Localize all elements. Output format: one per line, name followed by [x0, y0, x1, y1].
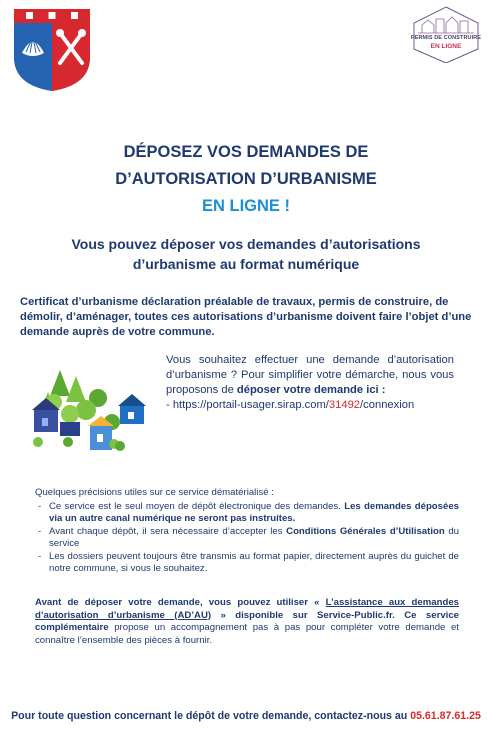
village-houses-icon [30, 362, 150, 454]
permis-en-ligne-badge [408, 5, 484, 63]
item2-text: Avant chaque dépôt, il sera nécessaire d’accepter les [49, 525, 287, 537]
subtitle: Vous pouvez déposer vos demandes d’autorisations d’urbanisme au format numérique [71, 236, 421, 272]
page-title-line3: EN LIGNE ! [201, 197, 290, 215]
contact-footer [0, 709, 492, 723]
details-heading: Quelques précisions utiles sur ce service dématérialisé : [35, 487, 274, 498]
badge-line1: PERMIS DE CONSTRUIRE [410, 35, 482, 41]
contact-text: Pour toute question concernant le dépôt de votre demande, contactez-nous au [11, 710, 411, 722]
assist-bold-a: Avant de déposer votre demande, vous pouvez utiliser « [35, 597, 326, 608]
portal-link[interactable] [166, 398, 454, 413]
list-item [35, 526, 459, 551]
howto-text: Vous souhaitez effectuer une demande d’autorisation d’urbanisme ? Pour simplifier votre démarche, nous vous proposons de [166, 354, 454, 396]
assistance-paragraph [35, 597, 459, 647]
details-section [35, 487, 459, 576]
adau-link[interactable]: L’assistance aux demandes d’autorisation d’urbanisme (AD’AU) [35, 597, 459, 621]
details-list [35, 501, 459, 576]
page-title-line1: DÉPOSEZ VOS DEMANDES DE [123, 143, 369, 161]
item2-tail: du service [49, 525, 460, 549]
list-item [35, 551, 459, 576]
assist-rest: propose un accompagnement pas à pas pour compléter votre demande et connaître l’ensemble des pièces à fournir. [35, 622, 459, 646]
howto-bold: déposer votre demande ici : [236, 384, 386, 396]
item1-bold: Les demandes déposées via un autre canal numérique ne seront pas instruites. [49, 500, 460, 524]
portal-link-code[interactable]: 31492 [328, 399, 361, 411]
item1-text: Ce service est le seul moyen de dépôt électronique des demandes. [49, 500, 345, 512]
portal-link-suffix[interactable]: /connexion [360, 399, 415, 411]
item3-text: Les dossiers peuvent toujours être transmis au format papier, directement auprès du guichet de notre commune, si vous le souhaitez. [49, 550, 459, 574]
assist-bold-b: » disponible sur Service-Public.fr. Ce service complémentaire [35, 609, 459, 633]
badge-line2: EN LIGNE [430, 43, 462, 50]
portal-link-prefix[interactable]: - https://portail-usager.sirap.com/ [166, 399, 329, 411]
commune-crest-logo [12, 5, 92, 93]
item2-bold: Conditions Générales d’Utilisation [286, 525, 445, 537]
list-item [35, 501, 459, 526]
page-title-line2: D’AUTORISATION D’URBANISME [115, 170, 377, 188]
contact-phone[interactable]: 05.61.87.61.25 [410, 710, 481, 722]
howto-paragraph [166, 353, 454, 413]
crest-shield-icon [12, 5, 92, 93]
hexagon-house-icon [408, 5, 484, 63]
village-illustration [30, 362, 150, 454]
intro-paragraph: Certificat d’urbanisme déclaration préalable de travaux, permis de construire, de démolir, d’aménager, toutes ces autorisations d’urbanisme doivent faire l’objet d’une demande auprès de votre commune. [20, 296, 472, 338]
